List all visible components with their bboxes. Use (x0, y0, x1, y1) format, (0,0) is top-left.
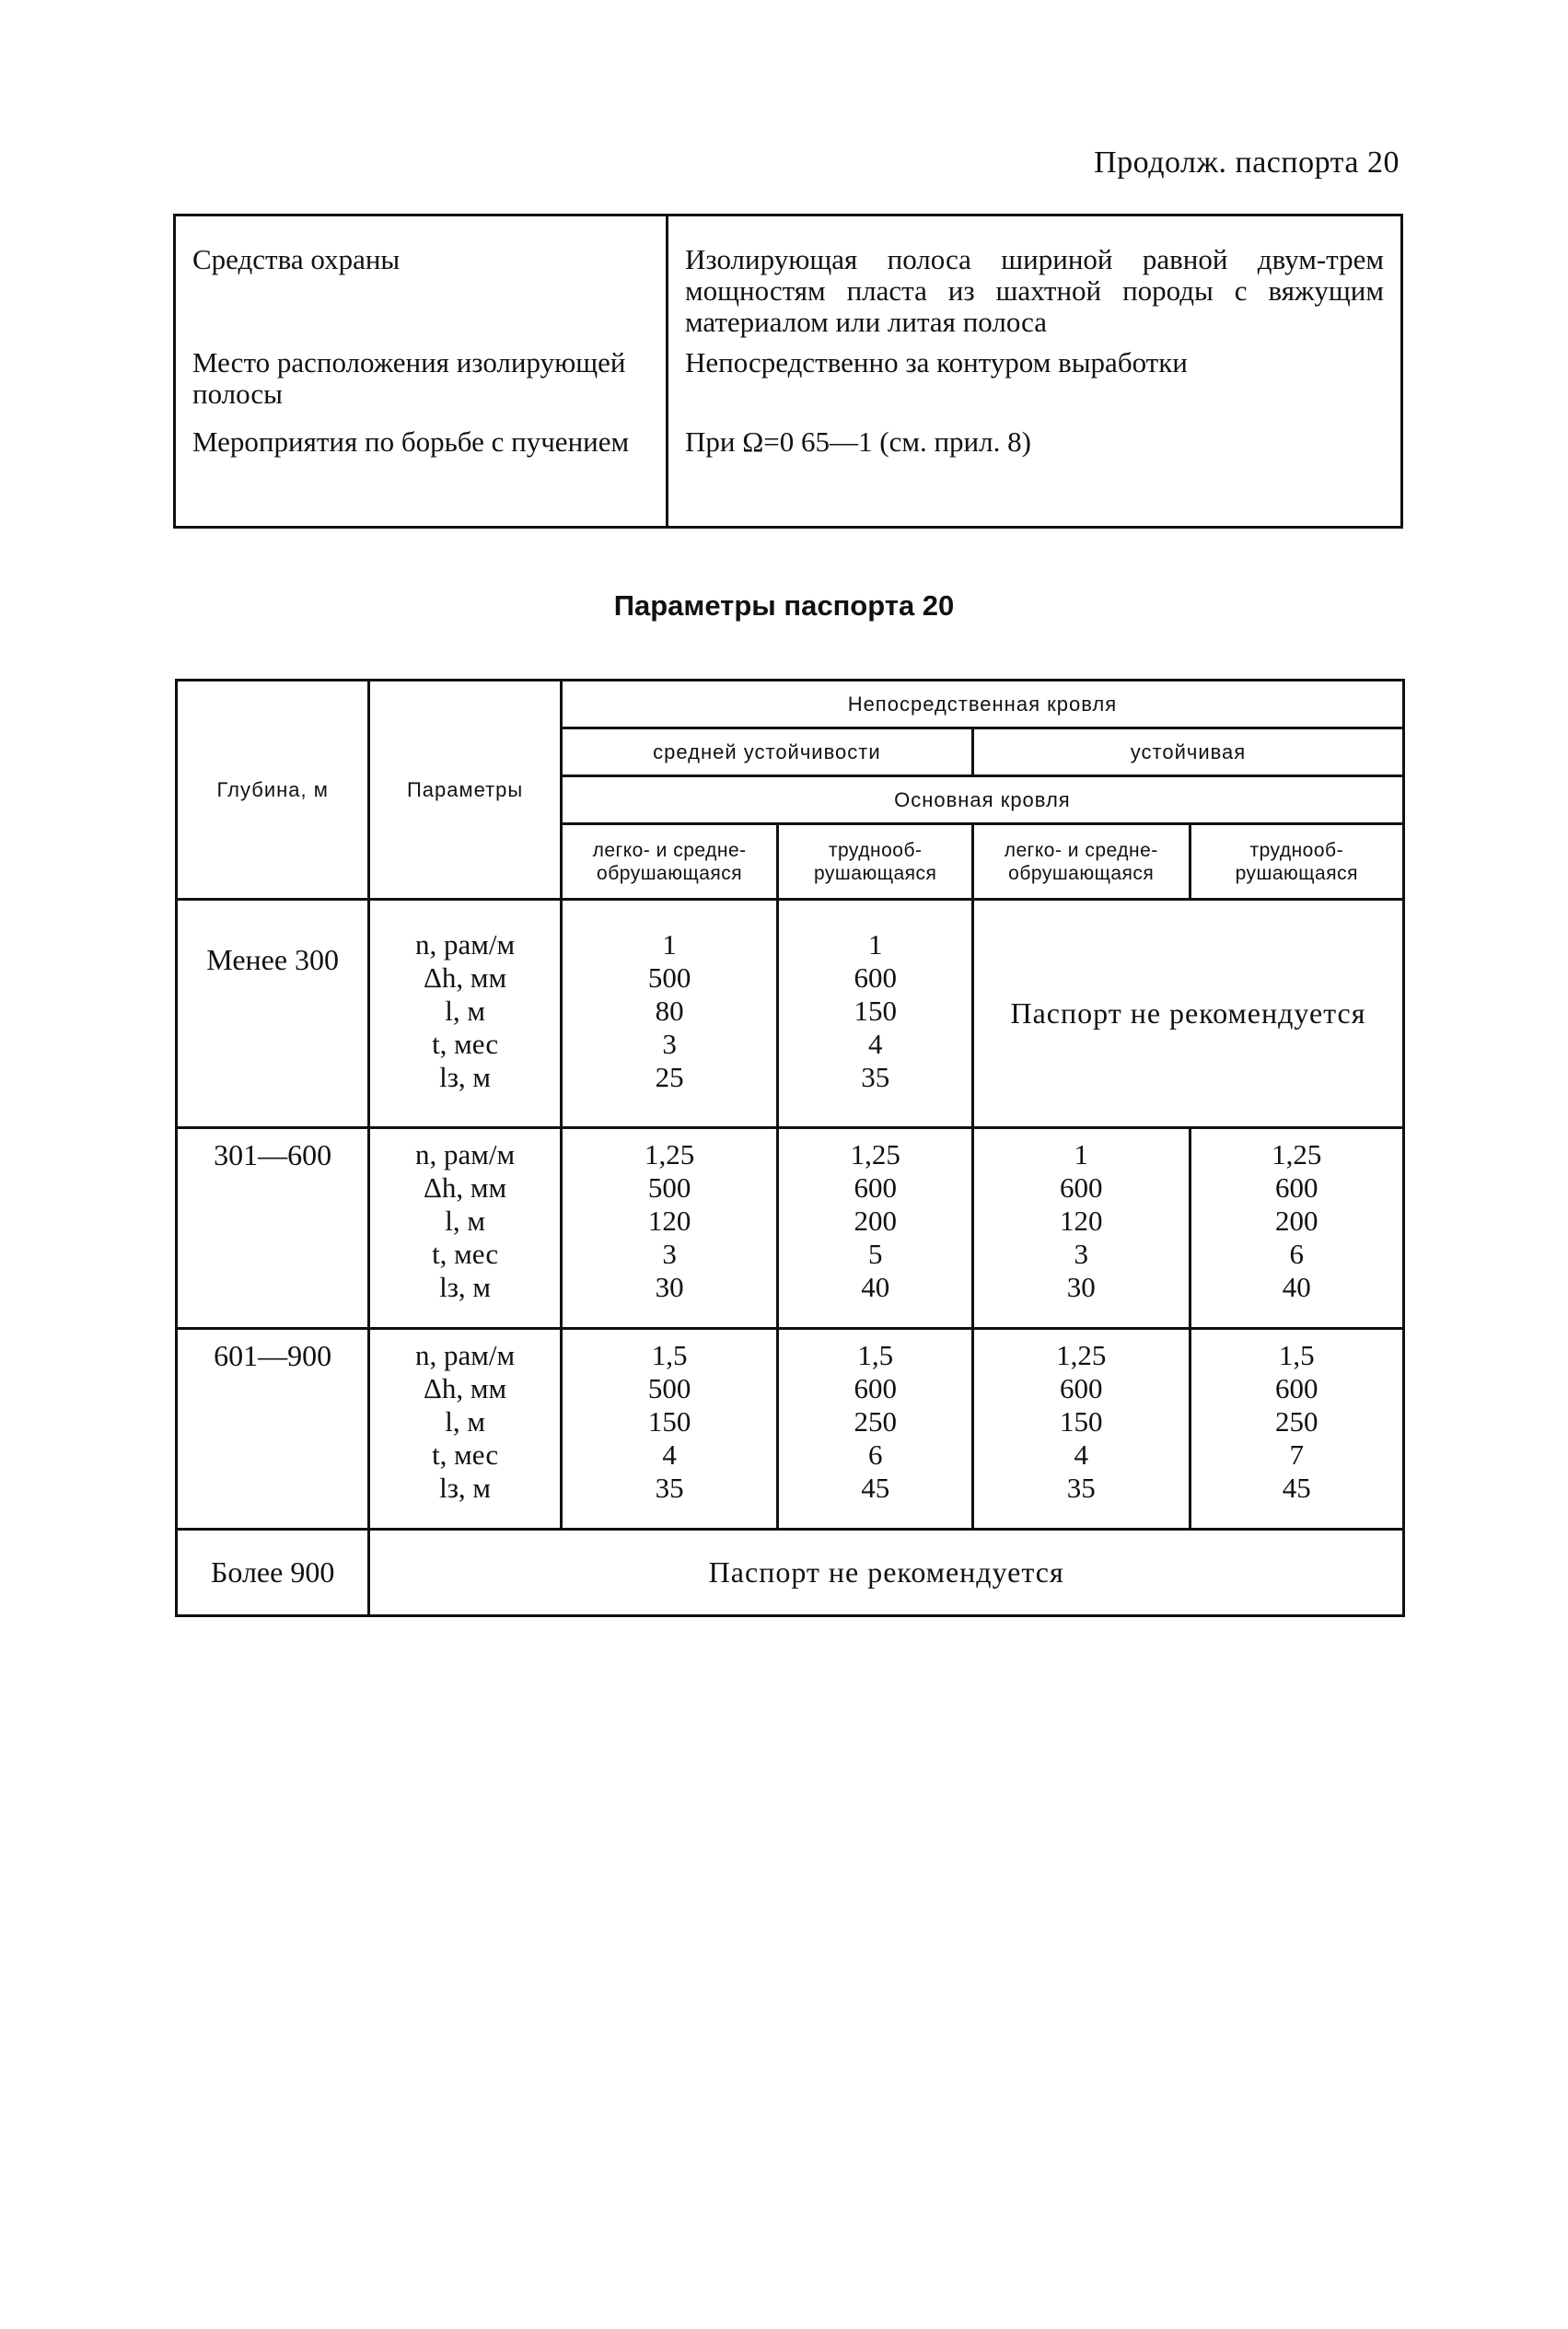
measures-value: При Ω=0 65—1 (см. прил. 8) (685, 425, 1031, 459)
hard-caving-header: труднооб- рушающаяся (778, 824, 973, 900)
table-row (177, 900, 1404, 1128)
stable-header: устойчивая (972, 728, 1403, 776)
hard-caving-header: труднооб- рушающаяся (1190, 824, 1403, 900)
not-recommended-cell: Паспорт не рекомендуется (369, 1530, 1404, 1616)
value-cell: 1,25 500 120 3 30 (561, 1128, 778, 1329)
table-row (175, 347, 1402, 426)
depth-cell: 301—600 (177, 1128, 369, 1329)
depth-cell: Более 900 (177, 1530, 369, 1616)
immediate-roof-header: Непосредственная кровля (561, 681, 1403, 728)
protection-label: Средства охраны (175, 215, 668, 348)
value-cell: 1 600 120 3 30 (972, 1128, 1190, 1329)
protection-value: Изолирующая полоса шириной равной двум-трем мощностям пласта из шахтной породы с вяжущим материалом или литая полоса (685, 243, 1384, 338)
value-cell: 1,5 600 250 7 45 (1190, 1329, 1403, 1530)
continuation-note: Продолж. паспорта 20 (1094, 146, 1400, 180)
table-row (175, 426, 1402, 527)
parameters-table (175, 679, 1405, 1617)
not-recommended-cell: Паспорт не рекомендуется (972, 900, 1403, 1128)
value-cell: 1 600 150 4 35 (778, 900, 973, 1128)
depth-cell: Менее 300 (177, 900, 369, 1128)
medium-stability-header: средней устойчивости (561, 728, 972, 776)
table-row (177, 1329, 1404, 1530)
value-cell: 1 500 80 3 25 (561, 900, 778, 1128)
param-labels: n, рам/м Δh, мм l, м t, мес lз, м (369, 1128, 562, 1329)
location-value: Непосредственно за контуром выработки (685, 346, 1188, 379)
protection-table (173, 214, 1403, 529)
depth-cell: 601—900 (177, 1329, 369, 1530)
value-cell: 1,25 600 200 6 40 (1190, 1128, 1403, 1329)
main-roof-header: Основная кровля (561, 776, 1403, 824)
light-caving-header: легко- и средне- обрушающаяся (561, 824, 778, 900)
light-caving-header: легко- и средне- обрушающаяся (972, 824, 1190, 900)
measures-label: Мероприятия по борьбе с пучением (175, 426, 668, 527)
depth-header: Глубина, м (177, 681, 369, 900)
header-row (177, 681, 1404, 728)
value-cell: 1,25 600 200 5 40 (778, 1128, 973, 1329)
table-row (175, 215, 1402, 348)
value-cell: 1,5 600 250 6 45 (778, 1329, 973, 1530)
location-label: Место расположения изолирующей полосы (175, 347, 668, 426)
value-cell: 1,25 600 150 4 35 (972, 1329, 1190, 1530)
section-title: Параметры паспорта 20 (613, 589, 955, 622)
param-labels: n, рам/м Δh, мм l, м t, мес lз, м (369, 900, 562, 1128)
value-cell: 1,5 500 150 4 35 (561, 1329, 778, 1530)
param-labels: n, рам/м Δh, мм l, м t, мес lз, м (369, 1329, 562, 1530)
params-header: Параметры (369, 681, 562, 900)
table-row (177, 1530, 1404, 1616)
table-row (177, 1128, 1404, 1329)
